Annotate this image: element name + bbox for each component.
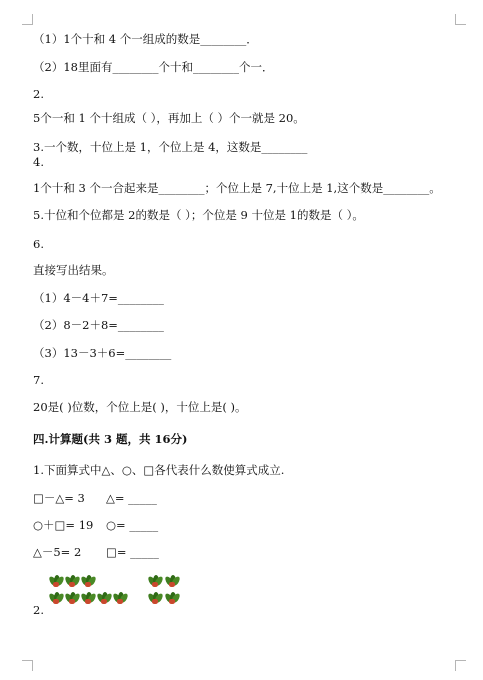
answer-circle: ○= _____ [106,518,159,532]
vegetable-icon [65,591,79,604]
question-3-text: 3.一个数，十位上是 1，个位上是 4，这数是________ [33,140,308,154]
question-number-2: 2. [33,87,44,101]
corner-mark-bottom-left [22,660,33,671]
question-number-6: 6. [33,237,44,251]
vegetable-icon [81,574,95,587]
vegetable-icon [165,574,179,587]
question-number-7: 7. [33,373,44,387]
vegetable-icon [148,591,162,604]
corner-mark-top-left [22,14,33,25]
vegetable-icon [81,591,95,604]
question-1-2: （2）18里面有________个十和________个一． [33,60,274,74]
vegetable-group-left-bottom [49,591,129,605]
question-1-1: （1）1个十和 4 个一组成的数是________． [33,32,258,46]
vegetable-group-right-top [148,574,188,588]
answer-triangle: △= _____ [106,491,157,505]
question-5-text: 5.十位和个位都是 2的数是（ ）；个位是 9 十位是 1的数是（ ）。 [33,208,364,222]
vegetable-group-right-bottom [148,591,188,605]
question-7-text: 20是( )位数，个位上是( )，十位上是( )。 [33,400,247,414]
question-6-instruction: 直接写出结果。 [33,263,114,277]
equation-1: □－△= 3 [33,491,85,505]
equation-3: △－5= 2 [33,545,82,559]
question-4-text: 1个十和 3 个一合起来是________；个位上是 7,十位上是 1,这个数是________。 [33,181,441,195]
calc-question-1: 1.下面算式中△、○、□各代表什么数使算式成立. [33,463,285,477]
answer-square: □= _____ [106,545,159,559]
vegetable-icon [49,574,63,587]
question-6-3: （3）13－3＋6=________ [33,346,172,360]
vegetable-icon [148,574,162,587]
question-6-2: （2）8－2＋8=________ [33,318,164,332]
vegetable-icon [113,591,127,604]
question-2-text: 5个一和 1 个十组成（ ），再加上（ ）个一就是 20。 [33,111,305,125]
question-number-4: 4. [33,155,44,169]
calc-question-2: 2. [33,603,44,617]
vegetable-group-left-top [49,574,109,588]
equation-2: ○＋□= 19 [33,518,94,532]
vegetable-icon [49,591,63,604]
vegetable-icon [165,591,179,604]
vegetable-icon [65,574,79,587]
vegetable-icon [97,591,111,604]
corner-mark-top-right [455,14,466,25]
corner-mark-bottom-right [455,660,466,671]
question-6-1: （1）4－4＋7=________ [33,291,164,305]
section-heading: 四.计算题(共 3 题，共 16分) [33,432,188,446]
